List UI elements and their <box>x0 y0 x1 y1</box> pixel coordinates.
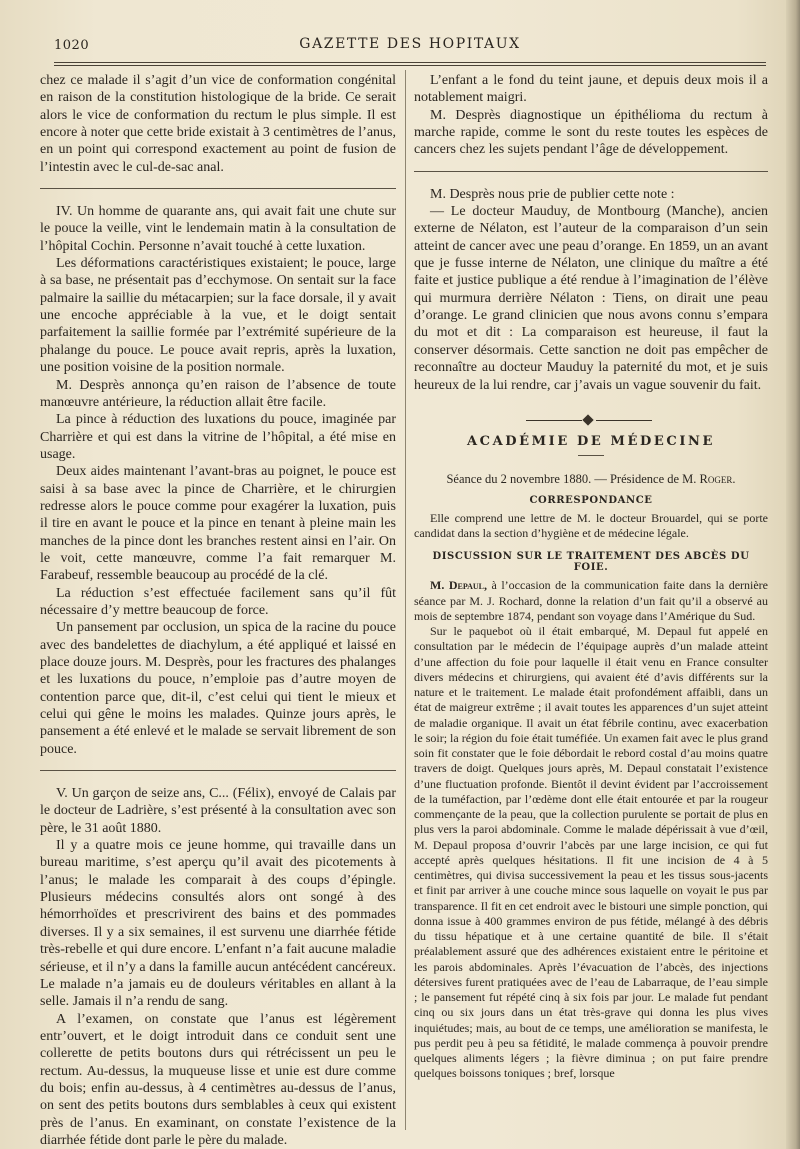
paragraph: Sur le paquebot où il était embarqué, M. Depaul fut appelé en consultation par le médecin de l’équipage auprès d’un malade atteint d’une affection du foie pour laquelle il était venu en France consulter divers médecins et chirurgiens, qui avaient été d’avis différents sur la nature et le traitement. Le malade était profondément affaibli, dans un état de maigreur extrême ; il avait toutes les apparences d’un sujet atteint de maladie organique. Il avait un état fébrile continu, avec exacerbation le soir; la région du foie était tuméfiée. Un examen fait avec le plus grand soin fit constater que le foie débordait le rebord costal d’au moins quatre travers de doigt. Quelques jours après, M. Depaul constatait l’existence d’une fluctuation profonde. Bientôt il devint évident par l’accroissement de la tuméfaction, par l’œdème dont elle était entourée et par la rougeur commençante de la peau, que la collection purulente se portait de plus en plus vers la paroi abdominale. Comme le malade dépérissait à vue d’œil, M. Depaul proposa d’ouvrir l’abcès par une large incision, ce qui fut accepté après quelques hésitations. Il fit une incision de 4 à 5 centimètres, qui divisa successivement la peau et les tissus sous-jacents et finit par arriver à une couche mince sous laquelle on voyait le pus par transparence. Il fit en cet endroit avec le bistouri une simple ponction, qui donna issue à 400 grammes environ de pus fétide, mélangé à des débris du tissu hépatique et à une certaine quantité de bile. Il s’était préalablement assuré que des adhérences existaient entre le péritoine et les parois abdominales. Après l’évacuation de l’abcès, des injections détersives furent pratiquées avec de l’eau de Labarraque, de l’eau simple ; le pansement fut répété cinq à six fois par jour. Le malade fut pendant cinq ou six jours dans un état très-grave qui donna les plus vives inquiétudes; mais, au bout de ce temps, une amélioration se manifesta, le pus perdit peu à peu sa fétidité, le malade commença à pouvoir prendre quelques aliments légers ; la fièvre diminua ; on put faire prendre quelques boissons toniques ; bref, lorsque <box>414 624 768 1081</box>
paragraph: La réduction s’est effectuée facilement sans qu’il fût nécessaire d’y mettre beaucoup de force. <box>40 585 396 618</box>
header-double-rule <box>54 62 766 66</box>
correspondence-heading: CORRESPONDANCE <box>529 494 653 506</box>
paragraph: La pince à réduction des luxations du pouce, imaginée par Charrière et qui est dans la vitrine de l’hôpital, a été mise en usage. <box>40 412 396 462</box>
left-column <box>40 72 396 1149</box>
paragraph: — Le docteur Mauduy, de Montbourg (Manche), ancien externe de Nélaton, est l’auteur de la comparaison d’un sein atteint de cancer avec une peau d’orange. En 1859, un an avant que je fusse interne de Nélaton, une clinique du maître a été faite et justice publique a été rendue à l’imagination de l’élève qui murmura derrière Nélaton : Tiens, on dirait une peau d’orange. Le grand clinicien que nous avons connu s’empara du mot et dit : La comparaison est heureuse, il faut la conserver désormais. Cette sanction ne doit pas empêcher de reconnaître au docteur Mauduy la paternité du mot, et je suis heureux de la lui rendre, car j’avais un vague souvenir du fait. <box>414 204 768 393</box>
column-divider <box>405 70 406 1130</box>
paragraph: Deux aides maintenant l’avant-bras au poignet, le pouce est saisi à sa base avec la pince de Charrière, et le chirurgien redresse alors le pouce comme pour exagérer la luxation, puis il tire en avant le pouce et la pince en tenant à pleine main les manches de la pince dont les branches restent ainsi en l’air. On le voit, cette manœuvre, comme l’a fait remarquer M. Farabeuf, ressemble beaucoup au procédé de la clé. <box>40 464 396 584</box>
journal-title: GAZETTE DES HOPITAUX <box>299 36 521 52</box>
discussion-heading: DISCUSSION SUR LE TRAITEMENT DES ABCÈS DU FOIE. <box>432 551 750 574</box>
section-title: ACADÉMIE DE MÉDECINE <box>466 433 715 449</box>
case-five-intro: V. Un garçon de seize ans, C... (Félix), envoyé de Calais par le docteur de Ladrière, s’est présenté à la consultation avec son père, le 31 août 1880. <box>40 786 396 836</box>
paragraph: L’enfant a le fond du teint jaune, et depuis deux mois il a notablement maigri. <box>414 73 768 106</box>
book-spine <box>786 0 800 1149</box>
ornament-line <box>596 420 652 421</box>
paragraph: A l’examen, on constate que l’anus est légèrement entr’ouvert, et le doigt introduit dans ce conduit sent une collerette de petits boutons durs qui rétrécissent un peu le rectum. Au-dessus, la muqueuse lisse et unie est dure comme du bois; enfin au-dessus, à 4 centimètres au-dessus de l’anus, on sent des petits boutons durs semblables à ceux qui existent près de l’anus. En examinant, on constate l’existence de la diarrhée fétide dont parle le père du malade. <box>40 1011 396 1148</box>
section-rule <box>40 770 396 771</box>
note-intro: M. Desprès nous prie de publier cette note : <box>430 186 675 202</box>
section-rule <box>414 171 768 172</box>
case-four-intro: IV. Un homme de quarante ans, qui avait fait une chute sur le pouce la veille, vint le lendemain matin à la consultation de l’hôpital Cochin. Personne n’avait touché à cette luxation. <box>40 204 396 254</box>
paragraph: Les déformations caractéristiques existaient; le pouce, large à sa base, ne présentait pas d’ecchymose. On sentait sur la face palmaire la saillie du métacarpien; sur la face dorsale, il y avait une encoche appréciable à la vue, et le doigt sentait parfaitement la saillie formée par l’extrémité supérieure de la phalange du pouce. Le pouce avait repris, après la luxation, une position voisine de la position normale. <box>40 256 396 376</box>
page-number: 1020 <box>54 38 90 53</box>
session-text: Séance du 2 novembre 1880. — Présidence de M. <box>446 471 697 486</box>
paragraph: chez ce malade il s’agit d’un vice de conformation congénital en raison de la constitution histologique de la bride. Ce serait alors le vice de conformation du rectum le plus simple. Il est encore à noter que cette bride existait à 3 centimètres de l’anus, en un point qui correspond exactement au point de fusion de l’intestin avec le cul-de-sac anal. <box>40 73 396 175</box>
right-column <box>414 72 768 1082</box>
ornament-diamond <box>582 414 593 425</box>
page-header <box>54 36 766 58</box>
session-line <box>414 472 768 487</box>
ornament-line <box>526 420 582 421</box>
discussion-text: à l’occasion de la communication faite dans la dernière séance par M. J. Rochard, donne la relation d’un fait qu’il a observé au mois de septembre 1874, pendant son voyage dans l’Amérique du Sud. <box>414 578 769 623</box>
discussion-paragraph <box>414 578 768 624</box>
paragraph: Un pansement par occlusion, un spica de la racine du pouce avec des bandelettes de diachylum, a été appliqué et laissé en place douze jours. M. Desprès, pour les fractures des phalanges et les luxations du pouce, n’emploie pas d’autre moyen de contention parce que, dit-il, c’est celui qui tient le mieux et celui qui gêne le moins les malades. Quinze jours après, le pansement a été enlevé et le malade se servait librement de son pouce. <box>40 620 396 757</box>
paragraph: M. Desprès diagnostique un épithélioma du rectum à marche rapide, comme le sont du reste toutes les espèces de cancers chez les sujets pendant l’âge de développement. <box>414 107 768 158</box>
speaker-name: M. Depaul, <box>430 578 488 593</box>
fleuron-ornament <box>414 414 768 426</box>
paragraph: Elle comprend une lettre de M. le docteur Brouardel, qui se porte candidat dans la section d’hygiène et de médecine légale. <box>414 510 768 541</box>
section-rule <box>40 188 396 189</box>
paragraph: Il y a quatre mois ce jeune homme, qui travaille dans un bureau maritime, s’est aperçu qu’il avait des picotements à l’anus; le malade les comparait à des coups d’épingle. Plusieurs médecins consultés alors ont songé à des hémorrhoïdes et prescrivirent des bains et des pommades diverses. Il y a six semaines, il est survenu une diarrhée fétide très-rebelle et qui dure encore. L’enfant n’a fait aucune maladie sérieuse, et il n’y a dans la famille aucun antécédent cancéreux. Le malade n’a jamais eu de douleurs véritables en allant à la selle. Jamais il n’a rendu de sang. <box>40 838 396 1010</box>
president-name: Roger. <box>699 471 736 486</box>
short-rule <box>578 455 604 456</box>
paragraph: M. Desprès annonça qu’en raison de l’absence de toute manœuvre antérieure, la réduction allait être facile. <box>40 377 396 410</box>
